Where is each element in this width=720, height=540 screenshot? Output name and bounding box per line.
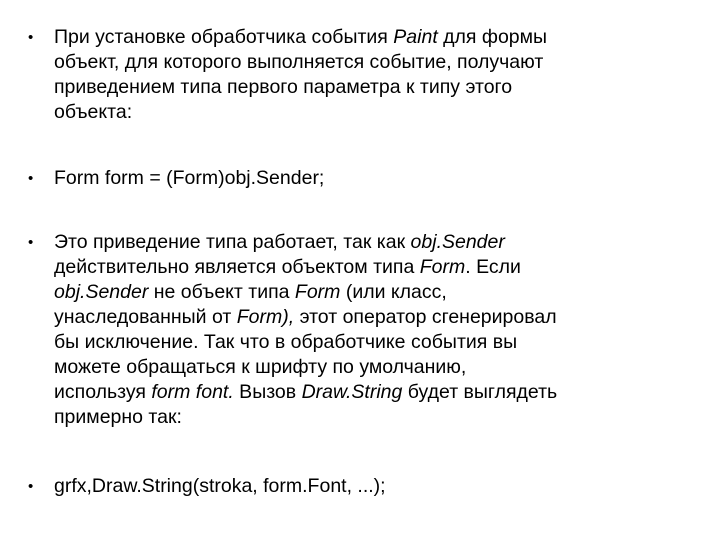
text-line — [54, 75, 688, 100]
text-segment: примерно так: — [54, 406, 182, 428]
text-segment: grfx,Draw.String(stroka, form.Font, ...); — [54, 475, 386, 497]
text-segment: приведением типа первого параметра к типу этого — [54, 76, 513, 98]
text-segment: Это приведение типа работает, так как — [54, 231, 411, 253]
text-segment: объекта: — [54, 101, 133, 123]
bullet-paragraph — [28, 166, 688, 191]
text-segment: бы исключение. Так что в обработчике события вы — [54, 331, 518, 353]
text-segment: этот оператор сгенерировал — [294, 306, 557, 328]
text-segment: не объект типа — [148, 281, 295, 303]
bullet-text — [54, 474, 688, 499]
italic-text-segment: obj.Sender — [54, 281, 149, 303]
text-segment: для формы — [437, 26, 548, 48]
bullet-text — [54, 25, 688, 125]
text-segment: действительно является объектом типа — [54, 256, 420, 278]
text-line — [54, 474, 688, 499]
italic-text-segment: form font. — [151, 381, 234, 403]
bullet-paragraph — [28, 25, 688, 125]
text-line — [54, 100, 688, 125]
bullet-text — [54, 230, 688, 430]
text-segment: . Если — [465, 256, 521, 278]
text-segment: можете обращаться к шрифту по умолчанию, — [54, 356, 467, 378]
text-line — [54, 355, 688, 380]
bullet-glyph: • — [28, 478, 34, 495]
text-line — [54, 50, 688, 75]
italic-text-segment: obj.Sender — [410, 231, 505, 253]
bullet-paragraph — [28, 474, 688, 499]
bullet-glyph: • — [28, 29, 34, 46]
italic-text-segment: Paint — [393, 26, 438, 48]
text-segment: используя — [54, 381, 152, 403]
text-line — [54, 405, 688, 430]
text-segment: Form form = (Form)obj.Sender; — [54, 167, 325, 189]
text-segment: объект, для которого выполняется событие, получают — [54, 51, 544, 73]
text-line — [54, 166, 688, 191]
italic-text-segment: Form), — [236, 306, 295, 328]
bullet-glyph: • — [28, 234, 34, 251]
text-line — [54, 280, 688, 305]
text-line — [54, 230, 688, 255]
text-line — [54, 305, 688, 330]
text-segment: При установке обработчика события — [54, 26, 394, 48]
italic-text-segment: Draw.String — [301, 381, 403, 403]
text-segment: Вызов — [233, 381, 302, 403]
bullet-text — [54, 166, 688, 191]
text-line — [54, 255, 688, 280]
text-segment: будет выглядеть — [402, 381, 558, 403]
text-line — [54, 330, 688, 355]
text-segment: унаследованный от — [54, 306, 237, 328]
text-segment: (или класс, — [340, 281, 447, 303]
text-line — [54, 25, 688, 50]
italic-text-segment: Form — [419, 256, 466, 278]
text-line — [54, 380, 688, 405]
bullet-paragraph — [28, 230, 688, 430]
bullet-glyph: • — [28, 170, 34, 187]
italic-text-segment: Form — [294, 281, 341, 303]
